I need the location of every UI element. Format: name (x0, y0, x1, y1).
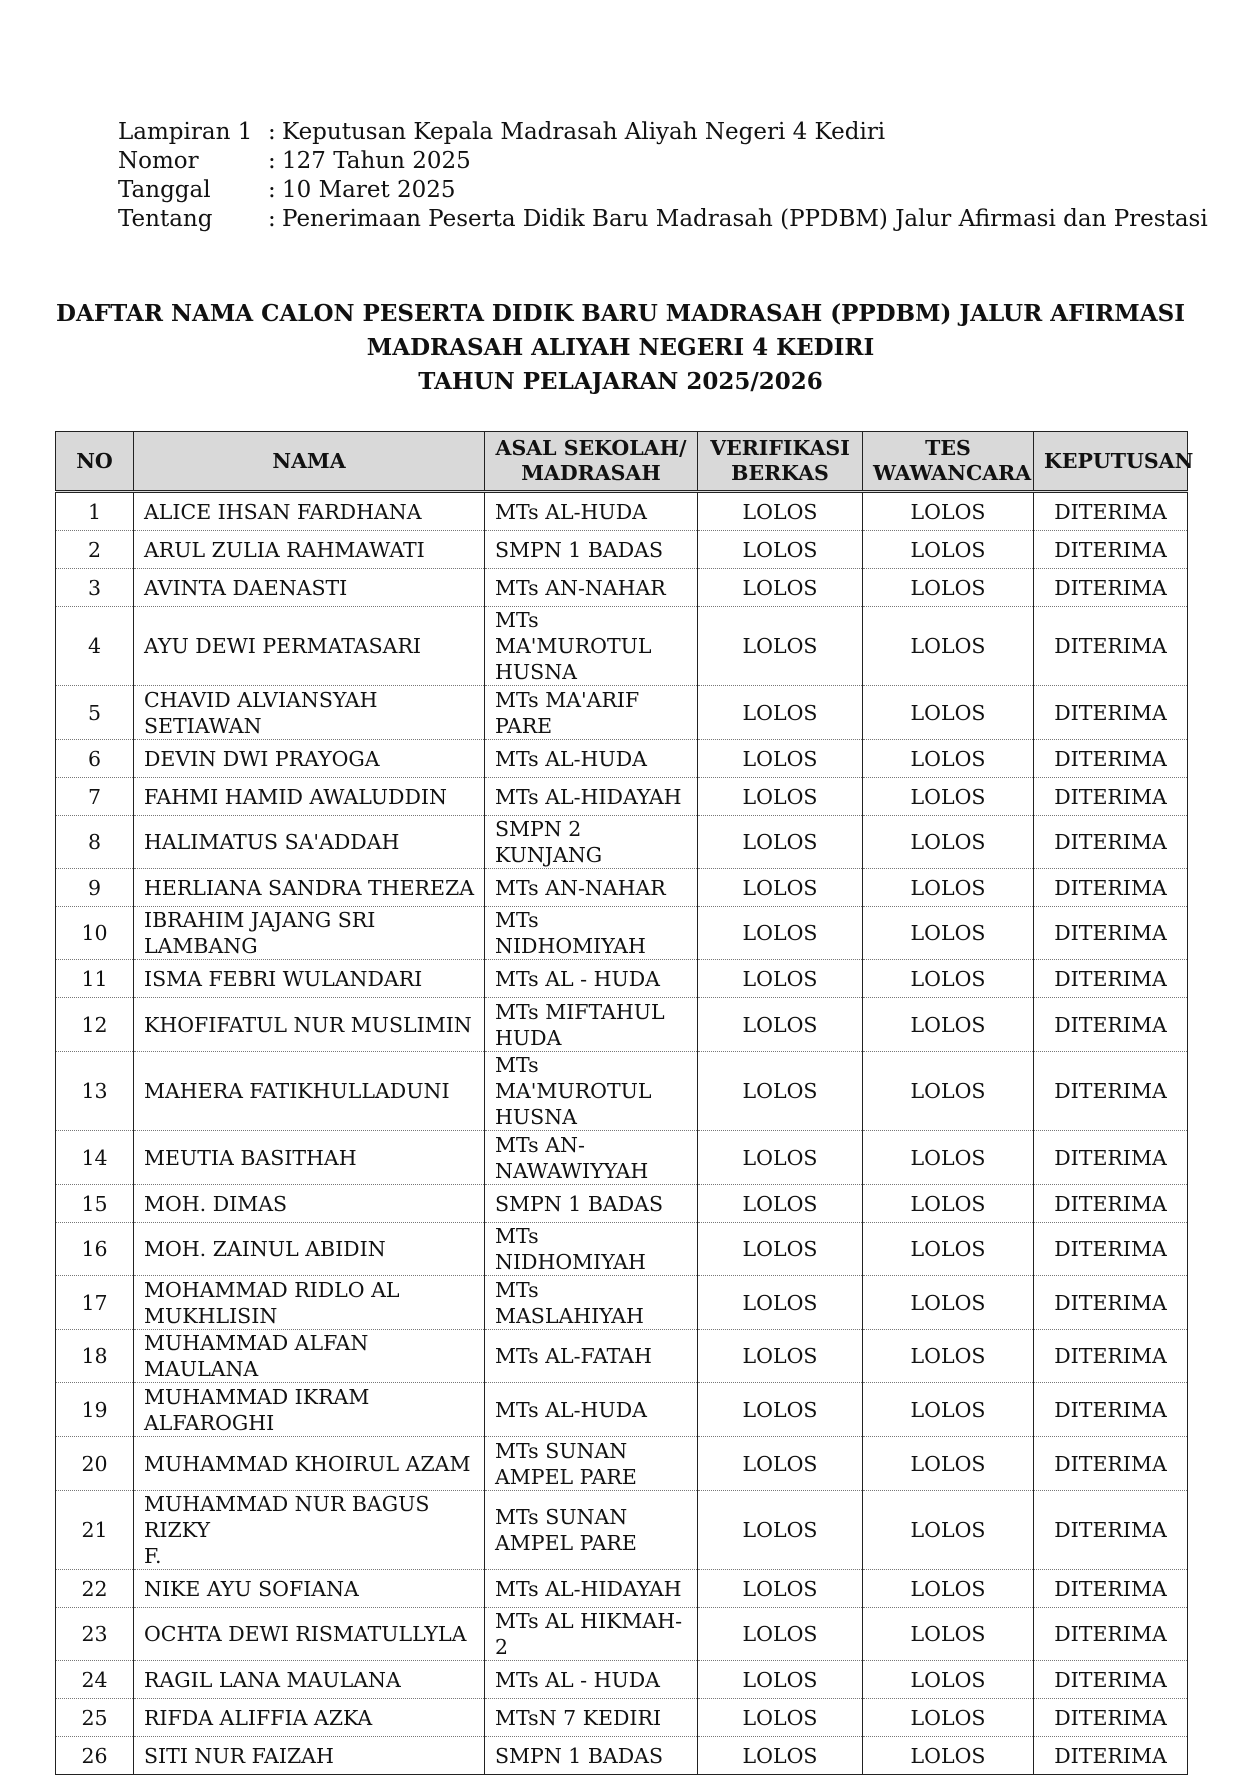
cell-keputusan: DITERIMA (1034, 869, 1188, 907)
cell-verifikasi-berkas: LOLOS (698, 1737, 863, 1775)
cell-keputusan: DITERIMA (1034, 686, 1188, 740)
table-row (56, 569, 1188, 607)
cell-nama (134, 1737, 485, 1775)
cell-nama (134, 816, 485, 869)
meta-colon: : (268, 206, 276, 232)
cell-asal-sekolah (485, 1052, 698, 1131)
cell-asal-sekolah-line: AMPEL PARE (495, 1531, 637, 1555)
cell-tes-wawancara: LOLOS (863, 907, 1034, 960)
cell-verifikasi-berkas: LOLOS (698, 1223, 863, 1276)
cell-asal-sekolah (485, 1608, 698, 1661)
cell-asal-sekolah-line: MTs SUNAN (495, 1438, 628, 1463)
cell-nama-line: AYU DEWI PERMATASARI (144, 634, 421, 658)
table-body (56, 492, 1188, 1775)
cell-keputusan: DITERIMA (1034, 1608, 1188, 1661)
cell-nama (134, 960, 485, 998)
table-row (56, 607, 1188, 686)
cell-nama-line: IBRAHIM JAJANG SRI LAMBANG (144, 908, 376, 958)
cell-keputusan: DITERIMA (1034, 907, 1188, 960)
cell-tes-wawancara: LOLOS (863, 1437, 1034, 1491)
cell-no: 20 (56, 1437, 134, 1491)
cell-asal-sekolah-line: MTs MA'MUROTUL (495, 1053, 652, 1103)
column-header-asal-sekolah: ASAL SEKOLAH/ MADRASAH (485, 432, 698, 492)
cell-tes-wawancara: LOLOS (863, 1737, 1034, 1775)
cell-asal-sekolah (485, 1491, 698, 1570)
cell-nama (134, 531, 485, 569)
cell-asal-sekolah-line: MTs AL - HUDA (495, 966, 660, 991)
cell-verifikasi-berkas: LOLOS (698, 869, 863, 907)
cell-verifikasi-berkas: LOLOS (698, 1276, 863, 1330)
cell-nama-line: DEVIN DWI PRAYOGA (144, 746, 380, 771)
cell-nama-line: ARUL ZULIA RAHMAWATI (144, 537, 425, 562)
cell-asal-sekolah-line: HUSNA (495, 1105, 577, 1129)
meta-label: Lampiran 1 (118, 119, 253, 145)
cell-nama-line: MOHAMMAD RIDLO AL (144, 1277, 400, 1302)
cell-asal-sekolah (485, 531, 698, 569)
cell-tes-wawancara: LOLOS (863, 816, 1034, 869)
cell-tes-wawancara: LOLOS (863, 1276, 1034, 1330)
cell-tes-wawancara: LOLOS (863, 492, 1034, 531)
cell-no: 16 (56, 1223, 134, 1276)
cell-verifikasi-berkas: LOLOS (698, 1437, 863, 1491)
cell-asal-sekolah (485, 1330, 698, 1383)
cell-verifikasi-berkas: LOLOS (698, 1608, 863, 1661)
title-line-1: DAFTAR NAMA CALON PESERTA DIDIK BARU MADRASAH (PPDBM) JALUR AFIRMASI (56, 300, 1185, 327)
cell-tes-wawancara: LOLOS (863, 1608, 1034, 1661)
table-row (56, 1570, 1188, 1608)
cell-verifikasi-berkas: LOLOS (698, 569, 863, 607)
cell-asal-sekolah-line: MTs SUNAN (495, 1505, 628, 1529)
meta-colon: : (268, 177, 276, 203)
cell-asal-sekolah (485, 740, 698, 778)
cell-keputusan: DITERIMA (1034, 569, 1188, 607)
cell-tes-wawancara: LOLOS (863, 1661, 1034, 1699)
cell-verifikasi-berkas: LOLOS (698, 1491, 863, 1570)
cell-asal-sekolah (485, 1699, 698, 1737)
cell-asal-sekolah-line: MTs AN-NAHAR (495, 575, 666, 600)
document-metadata (118, 118, 1218, 234)
cell-asal-sekolah-line: SMPN 2 KUNJANG (495, 817, 603, 867)
cell-tes-wawancara: LOLOS (863, 1491, 1034, 1570)
title-line-2: MADRASAH ALIYAH NEGERI 4 KEDIRI (366, 334, 875, 361)
cell-asal-sekolah-line: MTsN 7 KEDIRI (495, 1705, 662, 1730)
cell-nama-line: SETIAWAN (144, 713, 262, 738)
cell-asal-sekolah-line: MTs AL-HUDA (495, 1397, 647, 1422)
cell-no: 17 (56, 1276, 134, 1330)
meta-value: 10 Maret 2025 (282, 177, 456, 203)
table-row (56, 1699, 1188, 1737)
cell-nama-line: RIFDA ALIFFIA AZKA (144, 1705, 373, 1730)
table-header-row (56, 432, 1188, 492)
cell-nama (134, 1491, 485, 1570)
cell-tes-wawancara: LOLOS (863, 1699, 1034, 1737)
cell-nama-line: F. (144, 1544, 162, 1568)
cell-tes-wawancara: LOLOS (863, 1383, 1034, 1437)
cell-no: 21 (56, 1491, 134, 1570)
cell-verifikasi-berkas: LOLOS (698, 816, 863, 869)
cell-no: 25 (56, 1699, 134, 1737)
cell-keputusan: DITERIMA (1034, 1185, 1188, 1223)
table-row (56, 1737, 1188, 1775)
cell-nama-line: ISMA FEBRI WULANDARI (144, 966, 423, 991)
cell-asal-sekolah (485, 907, 698, 960)
cell-asal-sekolah-line: MTs AL-HUDA (495, 746, 647, 771)
cell-keputusan: DITERIMA (1034, 1570, 1188, 1608)
table-row (56, 960, 1188, 998)
cell-no: 5 (56, 686, 134, 740)
cell-asal-sekolah-line: AMPEL PARE (495, 1464, 637, 1489)
cell-nama-line: MUHAMMAD IKRAM (144, 1384, 370, 1409)
cell-nama (134, 1608, 485, 1661)
cell-asal-sekolah-line: MTs MASLAHIYAH (495, 1277, 644, 1328)
cell-keputusan: DITERIMA (1034, 492, 1188, 531)
cell-keputusan: DITERIMA (1034, 1437, 1188, 1491)
cell-verifikasi-berkas: LOLOS (698, 1185, 863, 1223)
cell-asal-sekolah-line: NAWAWIYYAH (495, 1158, 649, 1183)
cell-nama-line: CHAVID ALVIANSYAH (144, 687, 378, 712)
cell-verifikasi-berkas: LOLOS (698, 531, 863, 569)
cell-asal-sekolah-line: MTs MA'ARIF (495, 687, 640, 712)
cell-tes-wawancara: LOLOS (863, 960, 1034, 998)
cell-keputusan: DITERIMA (1034, 1330, 1188, 1383)
cell-asal-sekolah-line: MTs NIDHOMIYAH (495, 908, 646, 958)
column-header-nama: NAMA (134, 432, 485, 492)
meta-row-lampiran (118, 118, 1218, 147)
cell-verifikasi-berkas: LOLOS (698, 1699, 863, 1737)
cell-asal-sekolah (485, 1276, 698, 1330)
cell-asal-sekolah (485, 1661, 698, 1699)
cell-nama (134, 686, 485, 740)
cell-no: 3 (56, 569, 134, 607)
column-header-tes-wawancara: TES WAWANCARA (863, 432, 1034, 492)
cell-keputusan: DITERIMA (1034, 816, 1188, 869)
meta-value: 127 Tahun 2025 (282, 148, 471, 174)
cell-no: 18 (56, 1330, 134, 1383)
cell-asal-sekolah (485, 778, 698, 816)
cell-no: 7 (56, 778, 134, 816)
cell-nama (134, 569, 485, 607)
cell-no: 8 (56, 816, 134, 869)
cell-verifikasi-berkas: LOLOS (698, 907, 863, 960)
cell-nama (134, 1699, 485, 1737)
cell-keputusan: DITERIMA (1034, 1661, 1188, 1699)
cell-verifikasi-berkas: LOLOS (698, 1570, 863, 1608)
cell-nama-line: SITI NUR FAIZAH (144, 1743, 334, 1768)
cell-nama (134, 998, 485, 1052)
cell-keputusan: DITERIMA (1034, 1383, 1188, 1437)
cell-asal-sekolah-line: MTs AN-NAHAR (495, 875, 666, 900)
cell-verifikasi-berkas: LOLOS (698, 492, 863, 531)
table-row (56, 907, 1188, 960)
cell-asal-sekolah-line: SMPN 1 BADAS (495, 1191, 663, 1216)
cell-tes-wawancara: LOLOS (863, 686, 1034, 740)
meta-colon: : (268, 119, 276, 145)
cell-nama (134, 1661, 485, 1699)
column-header-verifikasi-berkas: VERIFIKASI BERKAS (698, 432, 863, 492)
cell-no: 15 (56, 1185, 134, 1223)
meta-label: Tanggal (118, 177, 211, 203)
table-row (56, 816, 1188, 869)
column-header-no: NO (56, 432, 134, 492)
cell-nama-line: MUKHLISIN (144, 1303, 278, 1328)
meta-label: Tentang (118, 206, 213, 232)
cell-nama-line: MOH. ZAINUL ABIDIN (144, 1237, 386, 1261)
table-row (56, 1608, 1188, 1661)
cell-nama (134, 492, 485, 531)
cell-no: 12 (56, 998, 134, 1052)
cell-asal-sekolah (485, 1185, 698, 1223)
cell-verifikasi-berkas: LOLOS (698, 1052, 863, 1131)
cell-no: 10 (56, 907, 134, 960)
table-row (56, 869, 1188, 907)
cell-keputusan: DITERIMA (1034, 1276, 1188, 1330)
cell-nama (134, 1330, 485, 1383)
cell-asal-sekolah-line: MTs MA'MUROTUL (495, 608, 652, 658)
cell-tes-wawancara: LOLOS (863, 740, 1034, 778)
cell-nama (134, 1131, 485, 1185)
cell-asal-sekolah (485, 607, 698, 686)
cell-nama-line: FAHMI HAMID AWALUDDIN (144, 784, 447, 809)
cell-asal-sekolah (485, 1383, 698, 1437)
table-row (56, 1437, 1188, 1491)
cell-verifikasi-berkas: LOLOS (698, 1330, 863, 1383)
cell-tes-wawancara: LOLOS (863, 1570, 1034, 1608)
cell-tes-wawancara: LOLOS (863, 1185, 1034, 1223)
cell-tes-wawancara: LOLOS (863, 778, 1034, 816)
cell-asal-sekolah (485, 1437, 698, 1491)
table-row (56, 998, 1188, 1052)
cell-no: 2 (56, 531, 134, 569)
cell-no: 1 (56, 492, 134, 531)
cell-keputusan: DITERIMA (1034, 1737, 1188, 1775)
cell-keputusan: DITERIMA (1034, 998, 1188, 1052)
cell-nama (134, 1276, 485, 1330)
cell-nama (134, 740, 485, 778)
cell-nama (134, 1185, 485, 1223)
cell-verifikasi-berkas: LOLOS (698, 1661, 863, 1699)
cell-asal-sekolah-line: MTs AL-FATAH (495, 1344, 652, 1368)
cell-tes-wawancara: LOLOS (863, 869, 1034, 907)
cell-asal-sekolah-line: MTs AL-HIDAYAH (495, 1576, 682, 1601)
cell-tes-wawancara: LOLOS (863, 531, 1034, 569)
cell-nama (134, 607, 485, 686)
applicant-table (55, 431, 1194, 1775)
cell-tes-wawancara: LOLOS (863, 1223, 1034, 1276)
cell-no: 4 (56, 607, 134, 686)
meta-label: Nomor (118, 148, 199, 174)
cell-verifikasi-berkas: LOLOS (698, 740, 863, 778)
cell-asal-sekolah-line: MTs AL HIKMAH-2 (495, 1609, 683, 1659)
meta-colon: : (268, 148, 276, 174)
cell-keputusan: DITERIMA (1034, 1052, 1188, 1131)
cell-nama (134, 778, 485, 816)
cell-asal-sekolah-line: HUSNA (495, 660, 577, 684)
table-row (56, 1185, 1188, 1223)
cell-nama-line: MUHAMMAD KHOIRUL AZAM (144, 1451, 471, 1476)
cell-no: 11 (56, 960, 134, 998)
cell-nama-line: NIKE AYU SOFIANA (144, 1576, 359, 1601)
cell-nama-line: ALICE IHSAN FARDHANA (144, 499, 422, 524)
table-row (56, 1491, 1188, 1570)
cell-asal-sekolah (485, 869, 698, 907)
cell-asal-sekolah-line: MTs AL-HIDAYAH (495, 784, 682, 809)
cell-asal-sekolah-line: MTs NIDHOMIYAH (495, 1224, 646, 1274)
meta-row-tentang (118, 205, 1218, 234)
cell-asal-sekolah (485, 816, 698, 869)
cell-asal-sekolah (485, 1737, 698, 1775)
cell-tes-wawancara: LOLOS (863, 607, 1034, 686)
cell-tes-wawancara: LOLOS (863, 1330, 1034, 1383)
cell-keputusan: DITERIMA (1034, 960, 1188, 998)
cell-asal-sekolah (485, 1131, 698, 1185)
meta-row-nomor (118, 147, 1218, 176)
table-row (56, 778, 1188, 816)
cell-asal-sekolah (485, 492, 698, 531)
cell-asal-sekolah (485, 569, 698, 607)
cell-nama-line: MUHAMMAD ALFAN MAULANA (144, 1331, 369, 1381)
meta-row-tanggal (118, 176, 1218, 205)
cell-keputusan: DITERIMA (1034, 1223, 1188, 1276)
cell-asal-sekolah (485, 1223, 698, 1276)
cell-verifikasi-berkas: LOLOS (698, 607, 863, 686)
cell-no: 23 (56, 1608, 134, 1661)
cell-nama-line: MEUTIA BASITHAH (144, 1145, 357, 1170)
cell-nama-line: MOH. DIMAS (144, 1191, 288, 1216)
cell-nama-line: AVINTA DAENASTI (144, 575, 348, 600)
cell-asal-sekolah-line: SMPN 1 BADAS (495, 1743, 663, 1768)
cell-tes-wawancara: LOLOS (863, 1052, 1034, 1131)
title-line-3: TAHUN PELAJARAN 2025/2026 (418, 368, 823, 395)
column-header-keputusan: KEPUTUSAN (1034, 432, 1188, 492)
cell-nama (134, 1383, 485, 1437)
cell-nama-line: KHOFIFATUL NUR MUSLIMIN (144, 1012, 472, 1037)
cell-asal-sekolah-line: MTs MIFTAHUL (495, 999, 665, 1024)
cell-verifikasi-berkas: LOLOS (698, 686, 863, 740)
cell-asal-sekolah-line: PARE (495, 713, 553, 738)
table-row (56, 1131, 1188, 1185)
cell-keputusan: DITERIMA (1034, 1131, 1188, 1185)
cell-nama-line: MAHERA FATIKHULLADUNI (144, 1079, 450, 1103)
cell-nama (134, 1570, 485, 1608)
cell-no: 26 (56, 1737, 134, 1775)
cell-nama-line: HERLIANA SANDRA THEREZA (144, 875, 474, 900)
cell-asal-sekolah-line: HUDA (495, 1025, 562, 1050)
table-row (56, 492, 1188, 531)
cell-keputusan: DITERIMA (1034, 1699, 1188, 1737)
table-row (56, 740, 1188, 778)
cell-verifikasi-berkas: LOLOS (698, 1131, 863, 1185)
cell-asal-sekolah-line: MTs AL - HUDA (495, 1667, 660, 1692)
cell-tes-wawancara: LOLOS (863, 998, 1034, 1052)
cell-nama (134, 869, 485, 907)
cell-nama-line: RAGIL LANA MAULANA (144, 1667, 401, 1692)
cell-nama-line: OCHTA DEWI RISMATULLYLA (144, 1622, 467, 1646)
cell-no: 14 (56, 1131, 134, 1185)
cell-nama (134, 1223, 485, 1276)
cell-nama (134, 907, 485, 960)
cell-tes-wawancara: LOLOS (863, 1131, 1034, 1185)
table-row (56, 1383, 1188, 1437)
table-row (56, 1052, 1188, 1131)
cell-asal-sekolah-line: SMPN 1 BADAS (495, 537, 663, 562)
cell-asal-sekolah (485, 686, 698, 740)
cell-no: 19 (56, 1383, 134, 1437)
cell-no: 9 (56, 869, 134, 907)
document-title (0, 297, 1241, 399)
cell-nama-line: MUHAMMAD NUR BAGUS RIZKY (144, 1492, 430, 1542)
table-row (56, 686, 1188, 740)
meta-value: Keputusan Kepala Madrasah Aliyah Negeri 4 Kediri (282, 119, 886, 145)
table-row (56, 1223, 1188, 1276)
cell-no: 24 (56, 1661, 134, 1699)
table-row (56, 1661, 1188, 1699)
cell-tes-wawancara: LOLOS (863, 569, 1034, 607)
cell-verifikasi-berkas: LOLOS (698, 960, 863, 998)
cell-no: 22 (56, 1570, 134, 1608)
cell-asal-sekolah (485, 1570, 698, 1608)
cell-keputusan: DITERIMA (1034, 607, 1188, 686)
cell-nama-line: HALIMATUS SA'ADDAH (144, 830, 400, 854)
cell-no: 6 (56, 740, 134, 778)
cell-keputusan: DITERIMA (1034, 740, 1188, 778)
cell-asal-sekolah-line: MTs AN- (495, 1132, 585, 1157)
table-row (56, 1276, 1188, 1330)
cell-asal-sekolah (485, 998, 698, 1052)
meta-value: Penerimaan Peserta Didik Baru Madrasah (PPDBM) Jalur Afirmasi dan Prestasi (282, 206, 1208, 232)
cell-asal-sekolah (485, 960, 698, 998)
cell-no: 13 (56, 1052, 134, 1131)
cell-nama (134, 1052, 485, 1131)
cell-nama-line: ALFAROGHI (144, 1410, 275, 1435)
cell-keputusan: DITERIMA (1034, 531, 1188, 569)
cell-asal-sekolah-line: MTs AL-HUDA (495, 499, 647, 524)
cell-keputusan: DITERIMA (1034, 1491, 1188, 1570)
cell-verifikasi-berkas: LOLOS (698, 1383, 863, 1437)
table-row (56, 1330, 1188, 1383)
table-row (56, 531, 1188, 569)
cell-keputusan: DITERIMA (1034, 778, 1188, 816)
cell-nama (134, 1437, 485, 1491)
cell-verifikasi-berkas: LOLOS (698, 998, 863, 1052)
cell-verifikasi-berkas: LOLOS (698, 778, 863, 816)
